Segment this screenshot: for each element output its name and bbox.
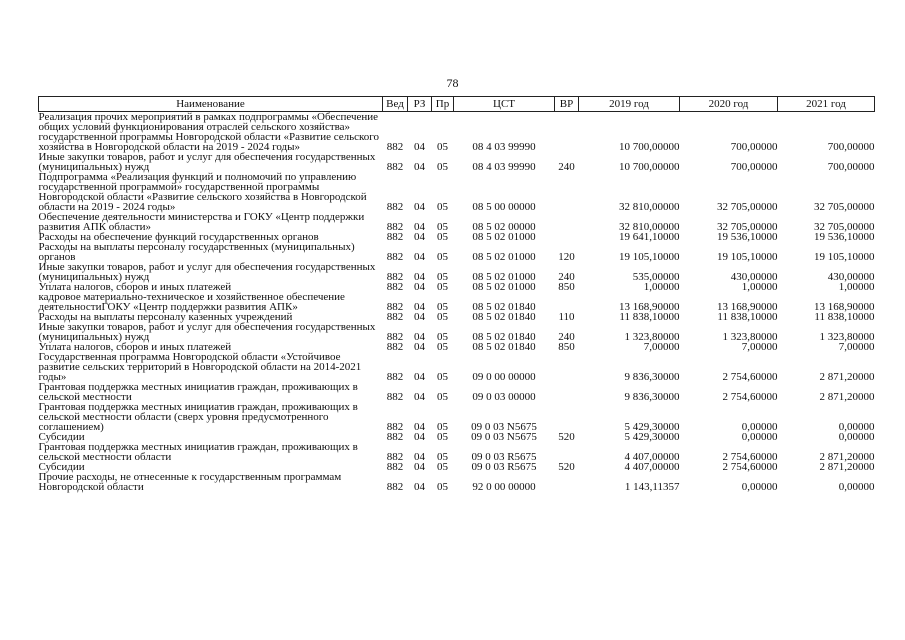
- row-name: Государственная программа Новгородской области «Устойчивое развитие сельских территорий в Новгородской области на 2014-2021 годы»: [38, 351, 362, 383]
- row-amount-2020: 32 705,00000: [717, 221, 778, 233]
- row-vr: [555, 352, 579, 382]
- row-amount-2020: 11 838,10000: [717, 311, 778, 323]
- row-amount-2021: 0,00000: [838, 481, 875, 493]
- row-amount-2021: 1 323,80000: [819, 331, 875, 343]
- row-ved: 882: [386, 301, 404, 313]
- row-ved: 882: [386, 431, 404, 443]
- row-amount-2021: 430,00000: [827, 271, 875, 283]
- row-pr: 05: [437, 231, 448, 243]
- row-cst: 08 4 03 99990: [472, 141, 536, 153]
- row-vr: 110: [558, 311, 575, 323]
- column-header-2021: 2021 год: [778, 97, 875, 112]
- row-name: Субсидии: [38, 431, 85, 443]
- row-name: Подпрограмма «Реализация функций и полномочий по управлению государственной программой» государственной программы Новгородской области «Развитие сельского хозяйства в Новгородской области на 2019 - 2024 годы»: [38, 171, 367, 213]
- row-amount-2019: 11 838,10000: [619, 311, 680, 323]
- row-cst: 09 0 03 00000: [472, 391, 536, 403]
- row-name: Обеспечение деятельности министерства и ГОКУ «Центр поддержки развития АПК области»: [38, 211, 365, 233]
- row-cst: 09 0 03 N5675: [471, 421, 537, 433]
- row-rz: 04: [414, 391, 425, 403]
- column-header-rz: РЗ: [408, 97, 432, 112]
- row-name: Реализация прочих мероприятий в рамках подпрограммы «Обеспечение общих условий функционирования отраслей сельского хозяйства» государственной программы Новгородской области «Развитие сельского хозяйства в Новгородской области на 2019 - 2024 годы»: [38, 111, 380, 153]
- row-amount-2019: 7,00000: [643, 341, 680, 353]
- row-cst: 08 5 02 01840: [472, 341, 536, 353]
- row-rz: 04: [414, 431, 425, 443]
- row-amount-2021: 2 871,20000: [819, 391, 875, 403]
- row-vr: 520: [558, 431, 575, 443]
- table-header-row: [39, 97, 875, 112]
- row-cst: 08 5 02 01840: [472, 331, 536, 343]
- row-amount-2021: 19 105,10000: [814, 251, 875, 263]
- row-amount-2020: 700,00000: [730, 141, 778, 153]
- row-amount-2020: 19 105,10000: [717, 251, 778, 263]
- row-rz: 04: [414, 231, 425, 243]
- row-pr: 05: [437, 201, 448, 213]
- row-vr: 850: [558, 341, 575, 353]
- row-amount-2019: 5 429,30000: [624, 421, 680, 433]
- row-cst: 09 0 03 R5675: [471, 461, 537, 473]
- row-rz: 04: [414, 221, 425, 233]
- row-ved: 882: [386, 391, 404, 403]
- row-name: Расходы на обеспечение функций государственных органов: [38, 231, 319, 243]
- row-vr: [555, 112, 579, 153]
- row-vr: [555, 232, 579, 242]
- column-header-vr: ВР: [555, 97, 579, 112]
- row-amount-2021: 700,00000: [827, 141, 875, 153]
- row-pr: 05: [437, 221, 448, 233]
- row-amount-2019: 1 323,80000: [624, 331, 680, 343]
- row-vr: [555, 402, 579, 432]
- row-cst: 08 5 02 00000: [472, 221, 536, 233]
- row-amount-2019: 19 641,10000: [619, 231, 680, 243]
- row-rz: 04: [414, 141, 425, 153]
- row-name: Уплата налогов, сборов и иных платежей: [38, 341, 232, 353]
- column-header-pr: Пр: [432, 97, 454, 112]
- column-header-name: Наименование: [39, 97, 383, 112]
- row-rz: 04: [414, 331, 425, 343]
- row-amount-2021: 700,00000: [827, 161, 875, 173]
- row-cst: 09 0 00 00000: [472, 371, 536, 383]
- row-name: Грантовая поддержка местных инициатив граждан, проживающих в сельской местности: [38, 381, 358, 403]
- table-row: [39, 322, 875, 342]
- row-name: Иные закупки товаров, работ и услуг для обеспечения государственных (муниципальных) нужд: [38, 151, 376, 173]
- row-amount-2020: 0,00000: [741, 421, 778, 433]
- table-row: [39, 442, 875, 462]
- row-amount-2020: 0,00000: [741, 431, 778, 443]
- row-amount-2020: 32 705,00000: [717, 201, 778, 213]
- row-ved: 882: [386, 341, 404, 353]
- row-amount-2021: 1,00000: [838, 281, 875, 293]
- row-amount-2020: 19 536,10000: [717, 231, 778, 243]
- row-ved: 882: [386, 461, 404, 473]
- table-row: [39, 112, 875, 153]
- row-cst: 08 5 02 01000: [472, 281, 536, 293]
- row-amount-2021: 11 838,10000: [814, 311, 875, 323]
- row-rz: 04: [414, 481, 425, 493]
- row-amount-2019: 5 429,30000: [624, 431, 680, 443]
- row-ved: 882: [386, 421, 404, 433]
- row-amount-2019: 10 700,00000: [619, 141, 680, 153]
- row-name: кадровое материально-техническое и хозяйственное обеспечение деятельностиГОКУ «Центр поддержки развития АПК»: [38, 291, 345, 313]
- row-vr: 520: [558, 461, 575, 473]
- table-row: [39, 212, 875, 232]
- row-vr: 240: [558, 271, 575, 283]
- row-pr: 05: [437, 141, 448, 153]
- column-header-ved: Вед: [383, 97, 408, 112]
- row-rz: 04: [414, 251, 425, 263]
- row-amount-2021: 0,00000: [838, 431, 875, 443]
- row-amount-2021: 2 871,20000: [819, 461, 875, 473]
- row-cst: 08 5 00 00000: [472, 201, 536, 213]
- row-vr: [555, 472, 579, 492]
- row-pr: 05: [437, 421, 448, 433]
- row-amount-2019: 19 105,10000: [619, 251, 680, 263]
- row-amount-2019: 4 407,00000: [624, 451, 680, 463]
- row-amount-2021: 32 705,00000: [814, 201, 875, 213]
- column-header-2020: 2020 год: [680, 97, 778, 112]
- row-amount-2020: 7,00000: [741, 341, 778, 353]
- row-amount-2021: 2 871,20000: [819, 451, 875, 463]
- row-cst: 08 5 02 01840: [472, 311, 536, 323]
- row-vr: [555, 172, 579, 212]
- row-vr: [555, 212, 579, 232]
- row-name: Уплата налогов, сборов и иных платежей: [38, 281, 232, 293]
- row-name: Грантовая поддержка местных инициатив граждан, проживающих в сельской местности области (сверх уровня предусмотренного соглашением): [38, 401, 358, 433]
- row-rz: 04: [414, 371, 425, 383]
- row-amount-2021: 7,00000: [838, 341, 875, 353]
- table-row: [39, 262, 875, 282]
- row-name: Иные закупки товаров, работ и услуг для обеспечения государственных (муниципальных) нужд: [38, 261, 376, 283]
- row-cst: 08 5 02 01000: [472, 251, 536, 263]
- row-amount-2020: 0,00000: [741, 481, 778, 493]
- row-pr: 05: [437, 251, 448, 263]
- row-vr: [555, 442, 579, 462]
- row-amount-2020: 2 754,60000: [722, 371, 778, 383]
- row-rz: 04: [414, 201, 425, 213]
- row-pr: 05: [437, 271, 448, 283]
- table-row: [39, 172, 875, 212]
- row-ved: 882: [386, 311, 404, 323]
- table-row: [39, 242, 875, 262]
- row-rz: 04: [414, 421, 425, 433]
- row-pr: 05: [437, 301, 448, 313]
- row-name: Иные закупки товаров, работ и услуг для обеспечения государственных (муниципальных) нужд: [38, 321, 376, 343]
- column-header-2019: 2019 год: [579, 97, 680, 112]
- row-rz: 04: [414, 271, 425, 283]
- row-amount-2019: 32 810,00000: [619, 221, 680, 233]
- row-amount-2019: 1 143,11357: [624, 481, 680, 493]
- column-header-cst: ЦСТ: [454, 97, 555, 112]
- row-pr: 05: [437, 341, 448, 353]
- row-ved: 882: [386, 141, 404, 153]
- row-ved: 882: [386, 161, 404, 173]
- row-pr: 05: [437, 371, 448, 383]
- row-amount-2019: 4 407,00000: [624, 461, 680, 473]
- page-number: 78: [446, 76, 459, 90]
- row-ved: 882: [386, 201, 404, 213]
- row-amount-2020: 700,00000: [730, 161, 778, 173]
- row-amount-2021: 0,00000: [838, 421, 875, 433]
- row-cst: 08 4 03 99990: [472, 161, 536, 173]
- row-vr: 240: [558, 331, 575, 343]
- row-pr: 05: [437, 161, 448, 173]
- budget-table: [38, 96, 875, 492]
- row-cst: 08 5 02 01840: [472, 301, 536, 313]
- row-pr: 05: [437, 331, 448, 343]
- row-amount-2021: 13 168,90000: [814, 301, 875, 313]
- row-vr: 120: [558, 251, 575, 263]
- row-pr: 05: [437, 281, 448, 293]
- row-cst: 08 5 02 01000: [472, 231, 536, 243]
- table-row: [39, 402, 875, 432]
- row-amount-2020: 430,00000: [730, 271, 778, 283]
- row-amount-2019: 10 700,00000: [619, 161, 680, 173]
- row-amount-2019: 535,00000: [632, 271, 680, 283]
- row-pr: 05: [437, 391, 448, 403]
- row-cst: 09 0 03 R5675: [471, 451, 537, 463]
- row-ved: 882: [386, 481, 404, 493]
- table-row: [39, 382, 875, 402]
- row-amount-2020: 1,00000: [741, 281, 778, 293]
- row-rz: 04: [414, 161, 425, 173]
- table-row: [39, 352, 875, 382]
- row-name: Прочие расходы, не отнесенные к государственным программам Новгородской области: [38, 471, 342, 493]
- row-rz: 04: [414, 301, 425, 313]
- row-amount-2019: 9 836,30000: [624, 371, 680, 383]
- row-pr: 05: [437, 481, 448, 493]
- row-rz: 04: [414, 281, 425, 293]
- row-ved: 882: [386, 371, 404, 383]
- row-cst: 09 0 03 N5675: [471, 431, 537, 443]
- row-amount-2021: 19 536,10000: [814, 231, 875, 243]
- row-amount-2021: 2 871,20000: [819, 371, 875, 383]
- row-amount-2019: 9 836,30000: [624, 391, 680, 403]
- row-ved: 882: [386, 231, 404, 243]
- row-pr: 05: [437, 311, 448, 323]
- row-ved: 882: [386, 271, 404, 283]
- row-name: Субсидии: [38, 461, 85, 473]
- row-name: Грантовая поддержка местных инициатив граждан, проживающих в сельской местности области: [38, 441, 358, 463]
- table-row: [39, 292, 875, 312]
- row-vr: [555, 292, 579, 312]
- row-rz: 04: [414, 461, 425, 473]
- table-row: [39, 472, 875, 492]
- row-pr: 05: [437, 451, 448, 463]
- row-cst: 08 5 02 01000: [472, 271, 536, 283]
- row-amount-2020: 1 323,80000: [722, 331, 778, 343]
- row-rz: 04: [414, 341, 425, 353]
- row-vr: 240: [558, 161, 575, 173]
- row-pr: 05: [437, 431, 448, 443]
- row-rz: 04: [414, 451, 425, 463]
- row-ved: 882: [386, 451, 404, 463]
- row-vr: 850: [558, 281, 575, 293]
- row-amount-2020: 2 754,60000: [722, 391, 778, 403]
- row-pr: 05: [437, 461, 448, 473]
- row-amount-2020: 2 754,60000: [722, 461, 778, 473]
- row-amount-2021: 32 705,00000: [814, 221, 875, 233]
- table-row: [39, 152, 875, 172]
- row-ved: 882: [386, 331, 404, 343]
- row-cst: 92 0 00 00000: [472, 481, 536, 493]
- row-ved: 882: [386, 221, 404, 233]
- row-amount-2019: 32 810,00000: [619, 201, 680, 213]
- row-ved: 882: [386, 251, 404, 263]
- row-rz: 04: [414, 311, 425, 323]
- row-vr: [555, 382, 579, 402]
- row-amount-2019: 1,00000: [643, 281, 680, 293]
- row-name: Расходы на выплаты персоналу государственных (муниципальных) органов: [38, 241, 355, 263]
- row-amount-2019: 13 168,90000: [619, 301, 680, 313]
- row-ved: 882: [386, 281, 404, 293]
- row-amount-2020: 13 168,90000: [717, 301, 778, 313]
- row-name: Расходы на выплаты персоналу казенных учреждений: [38, 311, 293, 323]
- row-amount-2020: 2 754,60000: [722, 451, 778, 463]
